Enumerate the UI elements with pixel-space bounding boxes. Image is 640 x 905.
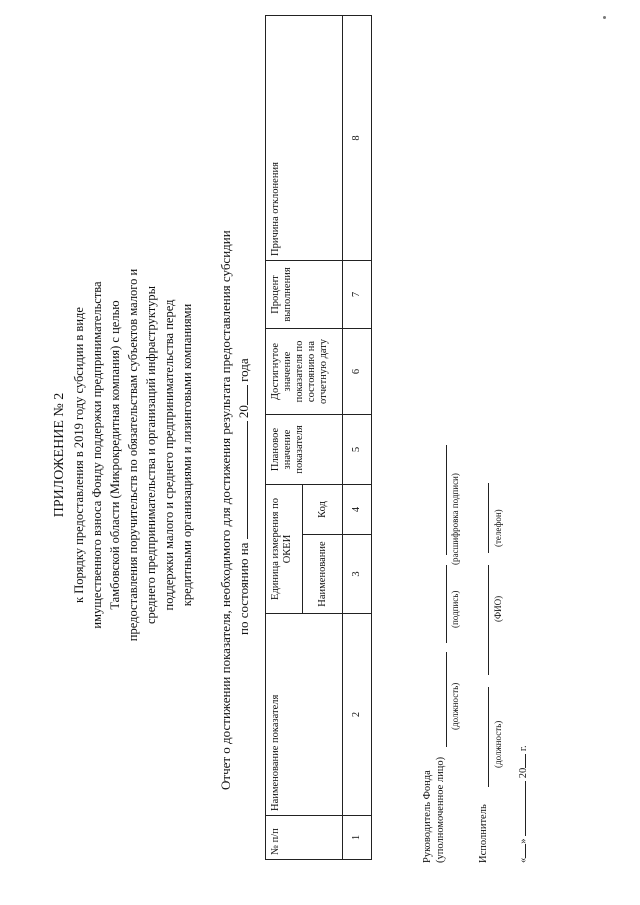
col-header-indicator-name: Наименование показателя xyxy=(266,614,343,816)
table-cell-number-3: 3 xyxy=(343,535,372,614)
executor-position-caption: (должность) xyxy=(493,720,503,768)
report-table xyxy=(265,15,372,860)
head-decoding-caption: (расшифровка подписи) xyxy=(450,473,460,565)
executor-label: Исполнитель xyxy=(478,804,489,863)
executor-fio-line xyxy=(488,565,489,675)
head-signature-line xyxy=(446,565,447,643)
head-position-line xyxy=(446,652,447,747)
header-line-2: имущественного взноса Фонду поддержки предпринимательства xyxy=(90,281,104,629)
signature-date xyxy=(518,745,529,863)
executor-fio-caption: (ФИО) xyxy=(493,595,503,622)
report-year-blank xyxy=(247,385,248,405)
head-label-1: Руководитель Фонда xyxy=(422,770,433,863)
executor-phone-caption: (телефон) xyxy=(493,509,503,547)
col-header-unit-name: Наименование xyxy=(303,535,343,614)
head-decoding-line xyxy=(446,445,447,555)
head-signature-caption: (подпись) xyxy=(450,590,460,628)
date-year-prefix: 20 xyxy=(518,767,529,779)
appendix-title: ПРИЛОЖЕНИЕ № 2 xyxy=(52,392,67,518)
header-line-1: к Порядку предоставления в 2019 году субсидии в виде xyxy=(72,307,86,603)
col-header-deviation-reason: Причина отклонения xyxy=(266,16,343,261)
col-header-planned-value: Плановое значение показателя xyxy=(266,415,343,485)
report-date-blank xyxy=(247,421,248,539)
scan-dot xyxy=(603,16,606,19)
table-cell-number-6: 6 xyxy=(343,329,372,415)
col-header-completion-percent: Процент выполнения xyxy=(266,261,343,329)
header-line-7: кредитными организациями и лизинговыми компаниями xyxy=(180,303,194,607)
table-cell-number-1: 1 xyxy=(343,816,372,860)
date-year-blank xyxy=(525,754,526,768)
report-date-year: 20 xyxy=(236,405,251,419)
header-line-4: предоставления поручительств по обязательствам субъектов малого и xyxy=(126,268,140,642)
date-open-quote: « xyxy=(518,857,529,863)
col-header-okei-unit: Единица измерения по ОКЕИ xyxy=(266,485,303,614)
date-year-suffix: г. xyxy=(518,745,529,752)
col-header-achieved-value: Достигнутое значение показателя по состоянию на отчетную дату xyxy=(266,329,343,415)
table-cell-number-8: 8 xyxy=(343,16,372,261)
header-line-3: Тамбовской области (Микрокредитная компания) с целью xyxy=(108,300,122,610)
table-cell-number-5: 5 xyxy=(343,415,372,485)
header-line-6: поддержки малого и среднего предпринимательства перед xyxy=(162,299,176,611)
report-date-prefix: по состоянию на xyxy=(236,542,251,635)
report-title: Отчет о достижении показателя, необходимого для достижения результата предоставления субсидии xyxy=(218,230,233,790)
date-close-quote: » xyxy=(518,838,529,844)
date-day-blank xyxy=(525,844,526,858)
table-header-row xyxy=(266,16,303,860)
report-date-line xyxy=(236,358,252,635)
executor-phone-line xyxy=(488,483,489,553)
date-month-blank xyxy=(525,781,526,836)
report-date-suffix: года xyxy=(236,358,251,382)
head-label-2: (уполномоченное лицо) xyxy=(435,756,446,863)
col-header-number: № п/п xyxy=(266,816,343,860)
table-cell-number-4: 4 xyxy=(343,485,372,535)
head-position-caption: (должность) xyxy=(450,682,460,730)
header-line-5: среднего предпринимательства и организаций инфраструктуры xyxy=(144,286,158,625)
table-cell-number-7: 7 xyxy=(343,261,372,329)
col-header-unit-code: Код xyxy=(303,485,343,535)
table-cell-number-2: 2 xyxy=(343,614,372,816)
executor-position-line xyxy=(488,687,489,787)
table-number-row xyxy=(343,16,372,860)
